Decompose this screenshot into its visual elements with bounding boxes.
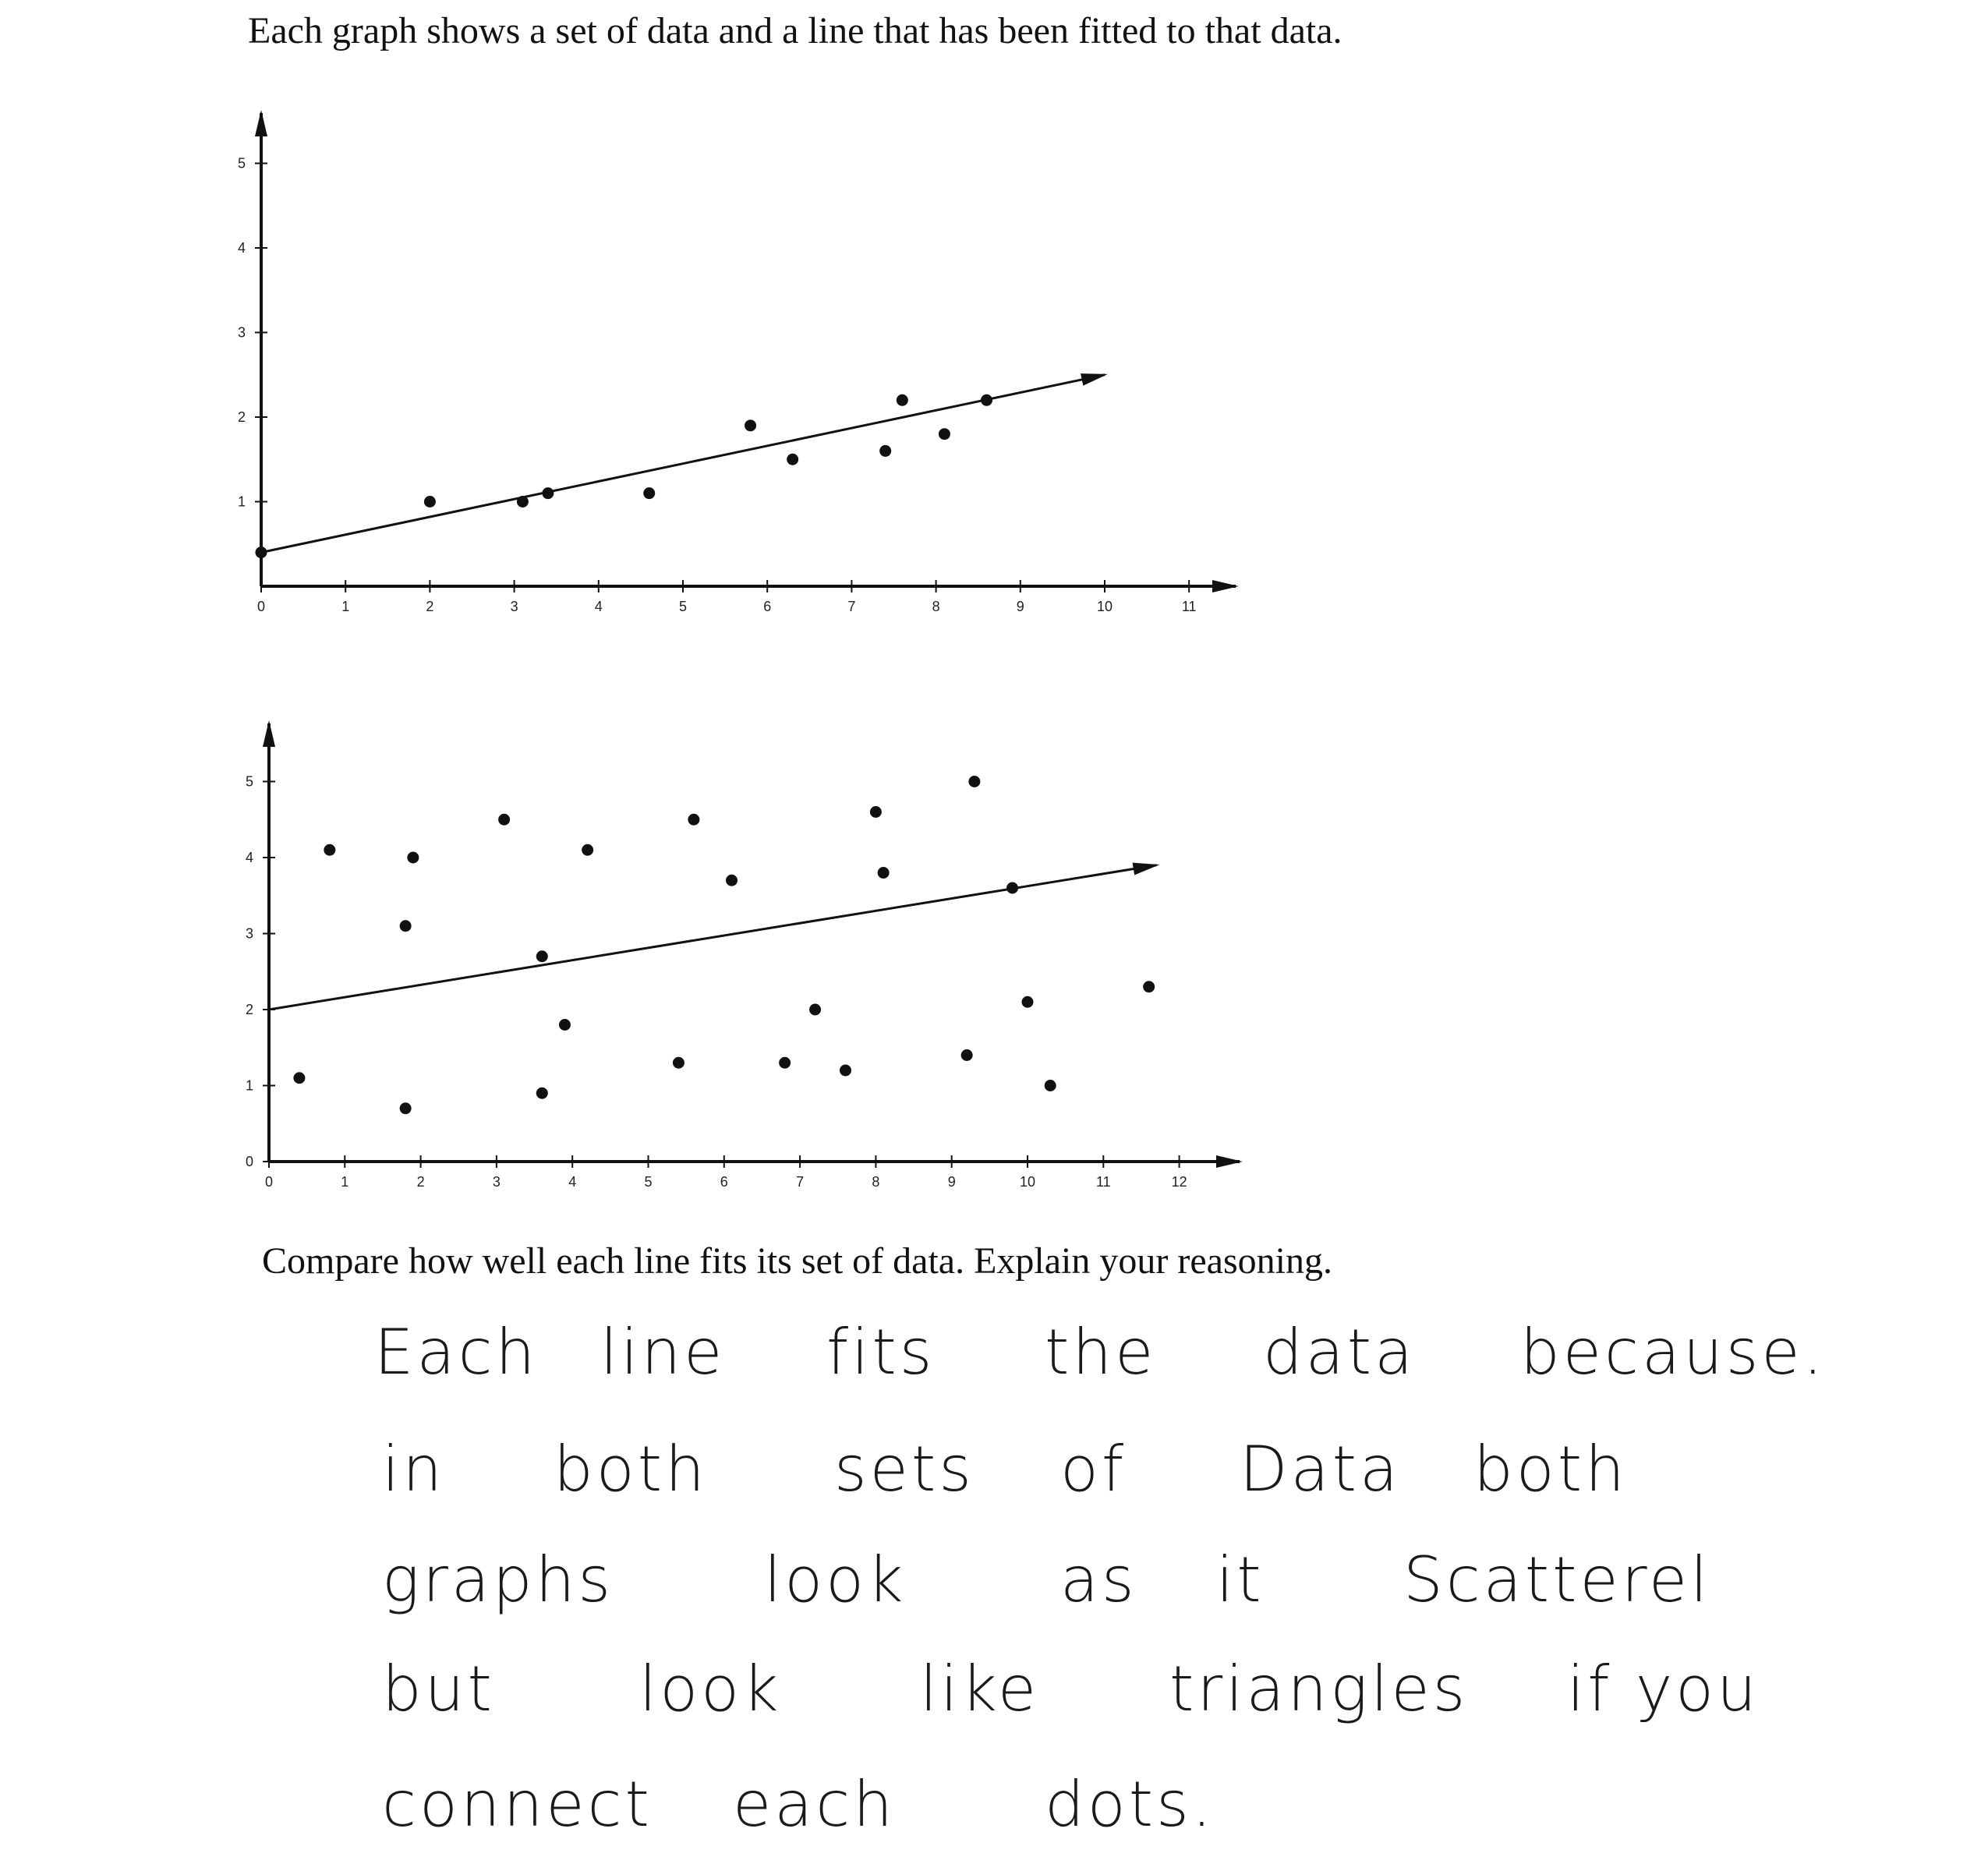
x-tick-label: 10 [1096, 599, 1113, 614]
data-point [293, 1072, 305, 1084]
handwritten-word: data [1263, 1316, 1417, 1388]
handwritten-word: triangles [1169, 1653, 1469, 1725]
data-point [536, 1088, 548, 1099]
instruction-bottom: Compare how well each line fits its set of data. Explain your reasoning. [262, 1240, 1332, 1282]
x-tick-label: 1 [341, 1174, 349, 1190]
data-point [779, 1057, 791, 1069]
data-point [400, 920, 412, 932]
x-tick-label: 1 [341, 599, 350, 614]
data-point [1006, 882, 1018, 894]
data-point [1022, 996, 1034, 1008]
x-tick-label: 5 [644, 1174, 653, 1190]
x-tick-label: 8 [872, 1174, 880, 1190]
x-tick-label: 12 [1171, 1174, 1187, 1190]
data-point [840, 1065, 851, 1077]
data-point [968, 776, 980, 787]
handwritten-word: graphs [382, 1544, 614, 1616]
data-point [559, 1019, 571, 1031]
y-tick-label: 1 [237, 493, 246, 510]
x-tick-label: 9 [1016, 599, 1024, 614]
y-tick-label: 2 [237, 409, 246, 425]
data-point [536, 950, 548, 962]
data-point [582, 844, 593, 856]
data-point [961, 1049, 973, 1061]
x-tick-label: 7 [847, 599, 856, 614]
handwritten-word: like [920, 1653, 1040, 1725]
y-tick-label: 1 [245, 1077, 253, 1094]
data-point [688, 814, 699, 826]
handwritten-word: both [554, 1433, 708, 1505]
handwritten-word: Scatterel [1403, 1544, 1711, 1616]
handwritten-word: both [1473, 1433, 1628, 1505]
y-tick-label: 4 [237, 240, 246, 256]
handwritten-word: because. [1520, 1316, 1827, 1388]
handwritten-word: as [1060, 1544, 1137, 1616]
handwritten-word: look [764, 1544, 907, 1616]
handwritten-word: look [639, 1653, 782, 1725]
instruction-top: Each graph shows a set of data and a line that has been fitted to that data. [248, 10, 1342, 51]
x-tick-label: 2 [416, 1174, 425, 1190]
x-tick-label: 4 [594, 599, 603, 614]
data-point [324, 844, 335, 856]
data-point [1045, 1080, 1056, 1091]
y-tick-label: 2 [245, 1002, 253, 1017]
y-tick-label: 3 [245, 925, 253, 942]
x-tick-label: 5 [678, 599, 688, 614]
x-tick-label: 0 [264, 1174, 274, 1190]
data-point [407, 852, 419, 864]
handwritten-word: each [733, 1768, 896, 1841]
x-tick-label: 2 [426, 599, 434, 614]
x-tick-label: 7 [796, 1174, 805, 1190]
handwritten-word: dots. [1045, 1768, 1215, 1841]
y-tick-label: 5 [237, 155, 246, 172]
fitted-line [269, 865, 1156, 1010]
handwritten-word: but [382, 1653, 495, 1725]
data-point [400, 1102, 412, 1114]
x-tick-label: 6 [763, 599, 772, 614]
y-tick-label: 4 [245, 850, 253, 865]
data-point [1143, 981, 1155, 992]
handwritten-word: sets [834, 1433, 975, 1505]
x-tick-label: 3 [510, 599, 518, 614]
data-point [498, 814, 510, 826]
handwritten-word: connect [382, 1768, 653, 1841]
handwritten-word: in [382, 1433, 445, 1505]
y-tick-label: 0 [245, 1154, 253, 1169]
x-tick-label: 0 [256, 599, 266, 614]
handwritten-word: if you [1567, 1653, 1760, 1725]
x-tick-label: 11 [1181, 599, 1197, 614]
x-tick-label: 9 [947, 1174, 956, 1190]
data-point [878, 867, 890, 879]
y-tick-label: 5 [245, 773, 253, 790]
handwritten-word: of [1060, 1433, 1127, 1505]
data-point [809, 1004, 821, 1016]
handwritten-word: fits [826, 1316, 936, 1388]
data-point [870, 806, 882, 818]
x-tick-label: 10 [1019, 1174, 1036, 1190]
handwritten-word: line [600, 1316, 726, 1388]
handwritten-word: it [1216, 1544, 1265, 1616]
x-tick-label: 6 [720, 1174, 728, 1190]
x-tick-label: 4 [568, 1174, 577, 1190]
x-tick-label: 3 [492, 1174, 501, 1190]
y-tick-label: 3 [237, 324, 246, 341]
x-tick-label: 8 [932, 599, 940, 614]
handwritten-word: Data [1240, 1433, 1402, 1505]
handwritten-word: Each [374, 1316, 539, 1388]
x-tick-label: 11 [1095, 1174, 1111, 1190]
handwritten-word: the [1045, 1316, 1157, 1388]
data-point [673, 1057, 684, 1069]
data-point [726, 875, 738, 886]
